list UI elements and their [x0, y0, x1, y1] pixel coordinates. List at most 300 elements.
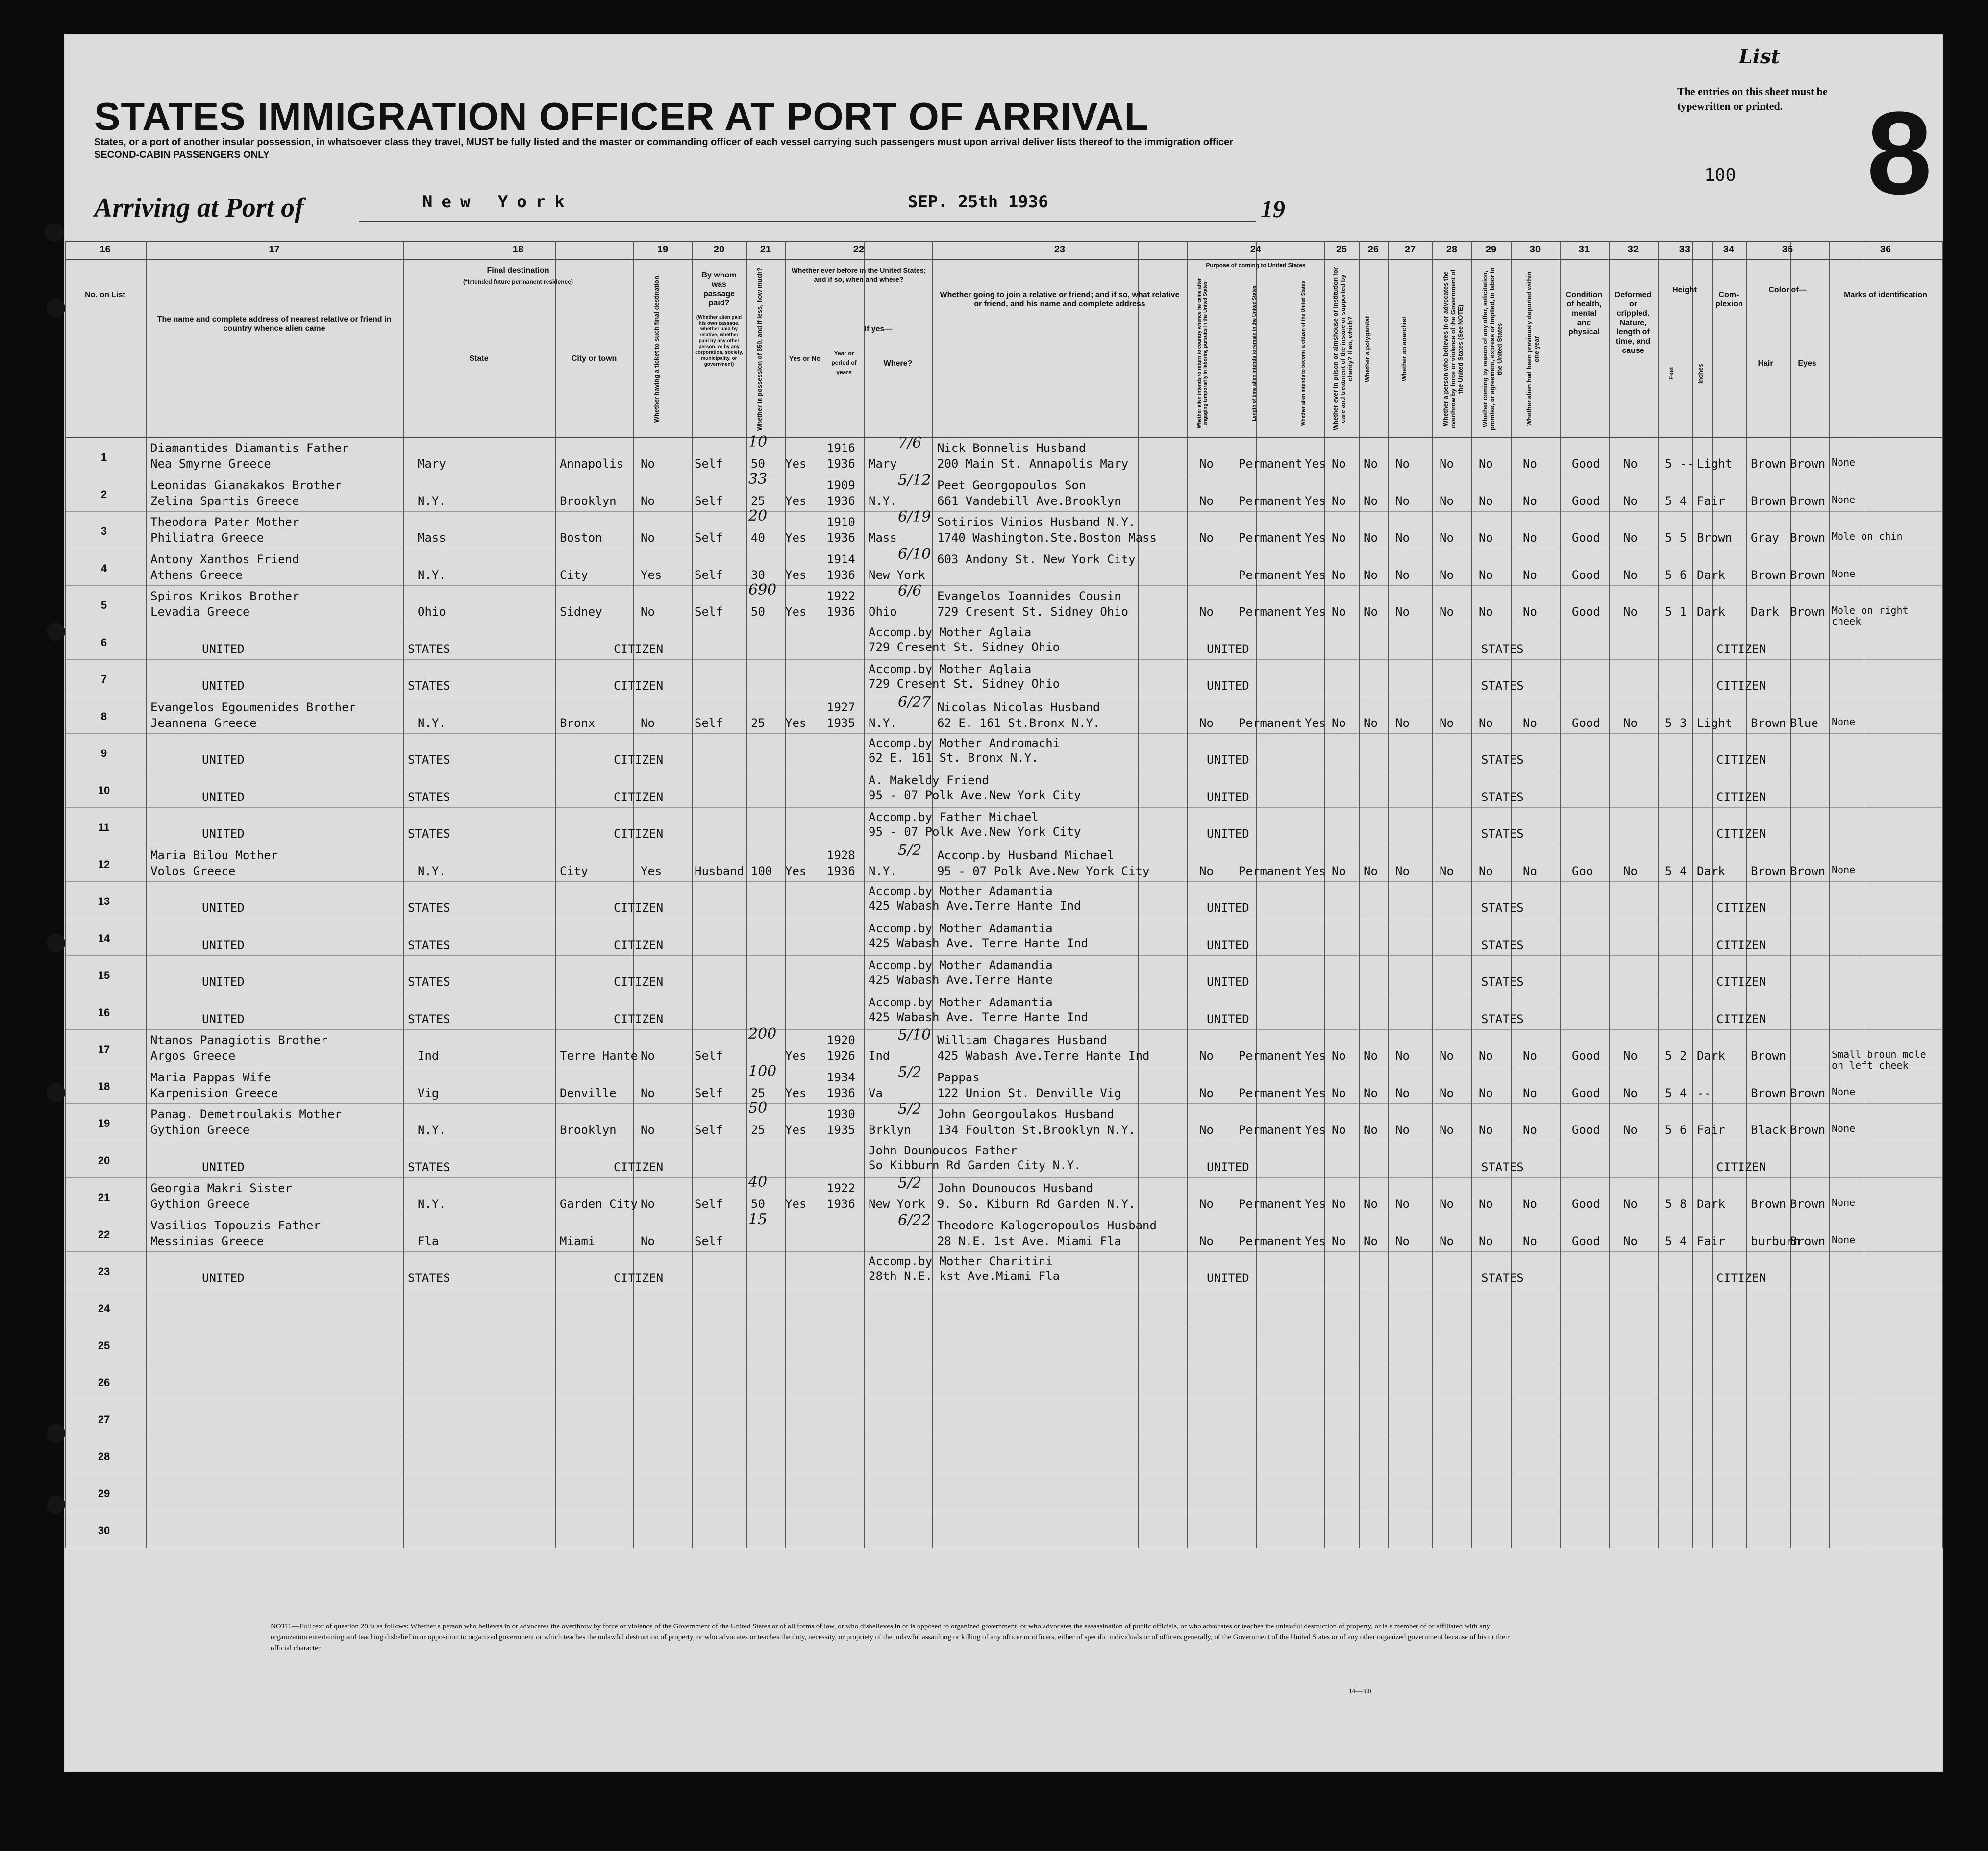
- row-number: 22: [98, 1228, 110, 1241]
- purpose-length: Permanent: [1239, 494, 1303, 508]
- column-header-color: Color of—: [1768, 286, 1807, 294]
- relative-name: Leonidas Gianakakos Brother: [150, 478, 342, 492]
- height-inches: 4: [1680, 1086, 1687, 1100]
- height-feet: 5: [1665, 1234, 1672, 1248]
- column-rule: [1746, 241, 1747, 1548]
- eye-color: Brown: [1790, 531, 1826, 545]
- year-first: 1934: [827, 1070, 855, 1084]
- relative-address: Levadia Greece: [150, 605, 250, 619]
- row-rule: [65, 1103, 1942, 1104]
- money: 25: [751, 1086, 765, 1100]
- destination-state: Vig: [418, 1086, 439, 1100]
- passage-paid-by: Self: [695, 568, 723, 582]
- column-rule: [1560, 241, 1561, 1548]
- identification-marks: None: [1832, 1197, 1856, 1208]
- arrival-port: New York: [422, 192, 573, 212]
- column-number: 23: [1054, 244, 1066, 255]
- row-number: 6: [100, 636, 107, 649]
- join-line-1: Accomp.by Mother Adamantia: [869, 995, 1053, 1009]
- column-header: Whether ever in prison or almshouse or institution for care and treatment of the insane or supported by charity? If so, which?: [1332, 267, 1354, 431]
- deported: No: [1523, 1234, 1537, 1248]
- passage-paid-by: Self: [695, 605, 723, 619]
- row-number: 16: [98, 1006, 110, 1019]
- year-last: 1936: [827, 605, 855, 619]
- where-handwritten: 6/22: [898, 1211, 931, 1229]
- join-line-1: Accomp.by Mother Adamantia: [869, 884, 1053, 898]
- prison: No: [1332, 568, 1346, 582]
- eye-color: Brown: [1790, 864, 1826, 878]
- citizen-states: STATES: [1481, 938, 1524, 952]
- height-feet: 5: [1665, 716, 1672, 730]
- citizen-united: UNITED: [1207, 938, 1249, 952]
- row-number: 24: [98, 1302, 110, 1315]
- destination-city: Brooklyn: [560, 1123, 617, 1137]
- where: N.Y.: [869, 494, 897, 508]
- citizen-states: STATES: [408, 1271, 450, 1285]
- polygamist: No: [1364, 568, 1378, 582]
- row-number: 8: [100, 710, 107, 723]
- citizen-united: UNITED: [1207, 1160, 1249, 1174]
- citizen-states: STATES: [408, 975, 450, 989]
- health: Good: [1572, 716, 1600, 730]
- column-number: 35: [1782, 244, 1793, 255]
- citizen-united: UNITED: [202, 901, 245, 915]
- year-last: 1936: [827, 531, 855, 545]
- join-line-2: 95 - 07 Polk Ave.New York City: [937, 864, 1150, 878]
- been-before: Yes: [785, 457, 807, 471]
- citizen-states: STATES: [408, 679, 450, 693]
- purpose-citizen: Yes: [1305, 457, 1326, 471]
- citizen-citizen: CITIZEN: [614, 827, 664, 841]
- height-feet: 5: [1665, 605, 1672, 619]
- passage-paid-by: Self: [695, 494, 723, 508]
- been-before: Yes: [785, 494, 807, 508]
- join-line-2: 1740 Washington.Ste.Boston Mass: [937, 531, 1157, 545]
- year-prefix: 19: [1261, 195, 1285, 223]
- year-last: 1926: [827, 1049, 855, 1063]
- citizen-states: STATES: [1481, 1271, 1524, 1285]
- row-rule: [65, 733, 1942, 734]
- citizen-citizen: CITIZEN: [614, 1160, 664, 1174]
- identification-marks: None: [1832, 715, 1856, 727]
- identification-marks: None: [1832, 493, 1856, 505]
- ticket: No: [641, 1234, 655, 1248]
- column-header-yesno: Yes or No: [789, 354, 821, 362]
- column-number: 26: [1367, 244, 1379, 255]
- passage-paid-by: Self: [695, 1086, 723, 1100]
- destination-city: Brooklyn: [560, 494, 617, 508]
- where-handwritten: 6/27: [898, 693, 931, 711]
- deformed: No: [1623, 1123, 1638, 1137]
- citizen-citizen: CITIZEN: [1716, 975, 1766, 989]
- join-line-1: Evangelos Ioannides Cousin: [937, 589, 1121, 603]
- hair-color: Brown: [1751, 716, 1787, 730]
- complexion: Dark: [1697, 864, 1725, 878]
- identification-marks: None: [1832, 1123, 1856, 1134]
- destination-city: Denville: [560, 1086, 617, 1100]
- row-rule: [65, 1251, 1942, 1252]
- height-feet: 5: [1665, 494, 1672, 508]
- purpose-return: No: [1199, 457, 1214, 471]
- column-rule: [1388, 241, 1389, 1548]
- destination-city: Boston: [560, 531, 602, 545]
- labor-offer: No: [1479, 605, 1493, 619]
- year-first: 1910: [827, 515, 855, 529]
- column-rule: [1511, 241, 1512, 1548]
- join-line-2: So Kibburn Rd Garden City N.Y.: [869, 1158, 1081, 1172]
- citizen-states: STATES: [408, 827, 450, 841]
- column-rule: [1187, 241, 1188, 1548]
- column-header-before: Whether ever before in the United States; and if so, when and where?: [791, 266, 926, 283]
- citizen-states: STATES: [408, 753, 450, 767]
- citizen-states: STATES: [1481, 975, 1524, 989]
- row-number: 2: [100, 488, 107, 500]
- column-rule: [1359, 241, 1360, 1548]
- year-first: 1909: [827, 478, 855, 492]
- citizen-citizen: CITIZEN: [1716, 901, 1766, 915]
- polygamist: No: [1364, 1049, 1378, 1063]
- health: Good: [1572, 1049, 1600, 1063]
- year-last: 1935: [827, 716, 855, 730]
- eye-color: Brown: [1790, 457, 1826, 471]
- passage-paid-by: Self: [695, 1197, 723, 1211]
- eye-color: Brown: [1790, 1086, 1826, 1100]
- hair-color: Brown: [1751, 1197, 1787, 1211]
- money-handwritten: 50: [748, 1100, 768, 1117]
- money: 50: [751, 1197, 765, 1211]
- citizen-states: STATES: [408, 901, 450, 915]
- ticket: No: [641, 494, 655, 508]
- column-rule: [1138, 241, 1139, 1548]
- anarchist: No: [1395, 1049, 1410, 1063]
- citizen-states: STATES: [408, 790, 450, 804]
- been-before: Yes: [785, 531, 807, 545]
- list-number: 100: [1704, 165, 1736, 185]
- join-line-2: 661 Vandebill Ave.Brooklyn: [937, 494, 1121, 508]
- purpose-citizen: Yes: [1305, 864, 1326, 878]
- row-number: 15: [98, 969, 110, 981]
- citizen-states: STATES: [1481, 642, 1524, 656]
- column-rule: [1692, 241, 1693, 1548]
- deported: No: [1523, 716, 1537, 730]
- where-handwritten: 5/2: [898, 1101, 922, 1118]
- row-number: 19: [98, 1117, 110, 1129]
- polygamist: No: [1364, 1086, 1378, 1100]
- join-line-2: 62 E. 161 St.Bronx N.Y.: [937, 716, 1100, 730]
- join-line-2: 425 Wabash Ave.Terre Hante Ind: [869, 899, 1081, 913]
- money: 100: [751, 864, 772, 878]
- where: N.Y.: [869, 716, 897, 730]
- hair-color: Brown: [1751, 568, 1787, 582]
- height-inches: 2: [1680, 1049, 1687, 1063]
- column-rule: [1609, 241, 1610, 1548]
- join-line-1: Accomp.by Mother Andromachi: [869, 736, 1060, 750]
- purpose-return: No: [1199, 1234, 1214, 1248]
- purpose-length: Permanent: [1239, 531, 1303, 545]
- binder-hole: [47, 1424, 65, 1443]
- deformed: No: [1623, 457, 1638, 471]
- money-handwritten: 20: [748, 507, 768, 525]
- citizen-united: UNITED: [202, 1160, 245, 1174]
- year-first: 1914: [827, 552, 855, 566]
- labor-offer: No: [1479, 1086, 1493, 1100]
- relative-address: Argos Greece: [150, 1049, 236, 1063]
- column-number: 31: [1578, 244, 1590, 255]
- citizen-citizen: CITIZEN: [614, 679, 664, 693]
- anarchist: No: [1395, 605, 1410, 619]
- binder-hole: [45, 223, 64, 242]
- date-underline: [898, 221, 1256, 222]
- row-number: 11: [98, 821, 110, 833]
- relative-address: Volos Greece: [150, 864, 236, 878]
- header-subtitle: States, or a port of another insular possession, in whatsoever class they travel, MUST be fully listed and the master or commanding officer of each vessel carrying such passengers must upon arrival deliver lists thereof to the immigration officer: [94, 137, 1233, 148]
- purpose-citizen: Yes: [1305, 568, 1326, 582]
- citizen-united: UNITED: [202, 753, 245, 767]
- citizen-united: UNITED: [1207, 975, 1249, 989]
- join-line-1: Accomp.by Mother Charitini: [869, 1254, 1053, 1268]
- column-header: Whether in possession of $50, and if less, how much?: [756, 267, 763, 431]
- height-inches: --: [1680, 457, 1694, 471]
- deformed: No: [1623, 1197, 1638, 1211]
- where-handwritten: 6/6: [898, 582, 922, 600]
- manifest-sheet: [64, 34, 1943, 1772]
- purpose-length: Permanent: [1239, 457, 1303, 471]
- height-feet: 5: [1665, 1049, 1672, 1063]
- column-rule: [403, 241, 404, 1548]
- column-rule: [1829, 241, 1830, 1548]
- column-number: 16: [99, 244, 111, 255]
- citizen-states: STATES: [1481, 679, 1524, 693]
- citizen-united: UNITED: [202, 679, 245, 693]
- citizen-citizen: CITIZEN: [614, 1012, 664, 1026]
- join-line-1: Accomp.by Husband Michael: [937, 848, 1115, 862]
- height-inches: 6: [1680, 1123, 1687, 1137]
- relative-name: Diamantides Diamantis Father: [150, 441, 349, 455]
- relative-name: Vasilios Topouzis Father: [150, 1218, 321, 1232]
- column-header-destination: Final destination: [487, 266, 549, 275]
- citizen-citizen: CITIZEN: [1716, 790, 1766, 804]
- entries-note: The entries on this sheet must be typewritten or printed.: [1677, 85, 1828, 112]
- column-header-ifyes: If yes—: [864, 325, 893, 333]
- deported: No: [1523, 1049, 1537, 1063]
- destination-state: Mary: [418, 457, 446, 471]
- where-handwritten: 5/12: [898, 471, 931, 489]
- hair-color: Brown: [1751, 1049, 1787, 1063]
- join-line-1: John Dounoucos Husband: [937, 1181, 1093, 1195]
- money-handwritten: 10: [748, 433, 768, 450]
- polygamist: No: [1364, 605, 1378, 619]
- join-line-1: Theodore Kalogeropoulos Husband: [937, 1218, 1157, 1232]
- column-rule: [1471, 241, 1472, 1548]
- prison: No: [1332, 716, 1346, 730]
- where: Va: [869, 1086, 883, 1100]
- row-rule: [65, 955, 1942, 956]
- labor-offer: No: [1479, 1197, 1493, 1211]
- column-subheader: (Whether alien paid his own passage, whether paid by relative, whether paid by any other person, or by any corporation, society, municipality, or government): [695, 315, 743, 367]
- column-number: 20: [713, 244, 725, 255]
- form-number: 14—480: [1349, 1687, 1371, 1695]
- been-before: Yes: [785, 716, 807, 730]
- citizen-united: UNITED: [1207, 1012, 1249, 1026]
- year-first: 1920: [827, 1033, 855, 1047]
- column-header: Com-plexion: [1715, 291, 1743, 308]
- been-before: Yes: [785, 864, 807, 878]
- join-line-2: 28 N.E. 1st Ave. Miami Fla: [937, 1234, 1121, 1248]
- overthrow: No: [1440, 864, 1454, 878]
- join-line-2: 122 Union St. Denville Vig: [937, 1086, 1121, 1100]
- column-number: 29: [1485, 244, 1497, 255]
- row-number: 17: [98, 1043, 110, 1055]
- purpose-length: Permanent: [1239, 716, 1303, 730]
- column-header: By whom was passage paid?: [701, 271, 737, 307]
- polygamist: No: [1364, 864, 1378, 878]
- join-line-2: 425 Wabash Ave.Terre Hante Ind: [937, 1049, 1150, 1063]
- eye-color: Brown: [1790, 605, 1826, 619]
- identification-marks: None: [1832, 1233, 1856, 1246]
- column-header: Whether an anarchist: [1400, 316, 1408, 382]
- polygamist: No: [1364, 716, 1378, 730]
- health: Good: [1572, 457, 1600, 471]
- row-number: 29: [98, 1487, 110, 1500]
- anarchist: No: [1395, 1234, 1410, 1248]
- column-number: 22: [853, 244, 865, 255]
- column-rule: [633, 241, 634, 1548]
- row-number: 1: [100, 451, 107, 463]
- citizen-states: STATES: [1481, 1012, 1524, 1026]
- height-inches: 6: [1680, 568, 1687, 582]
- citizen-citizen: CITIZEN: [614, 975, 664, 989]
- relative-address: Philiatra Greece: [150, 531, 264, 545]
- identification-marks: Mole on right cheek: [1832, 604, 1909, 627]
- passage-paid-by: Self: [695, 1234, 723, 1248]
- join-line-1: Nicolas Nicolas Husband: [937, 700, 1100, 714]
- prison: No: [1332, 531, 1346, 545]
- ticket: No: [641, 531, 655, 545]
- complexion: Fair: [1697, 494, 1725, 508]
- ticket: No: [641, 716, 655, 730]
- citizen-states: STATES: [408, 938, 450, 952]
- complexion: Dark: [1697, 605, 1725, 619]
- join-line-1: 603 Andony St. New York City: [937, 552, 1136, 566]
- relative-name: Georgia Makri Sister: [150, 1181, 292, 1195]
- deported: No: [1523, 1086, 1537, 1100]
- health: Good: [1572, 531, 1600, 545]
- column-header-purpose-b: Length of time alien intends to remain in the United States: [1252, 285, 1257, 422]
- destination-city: Garden City: [560, 1197, 638, 1211]
- join-line-2: 729 Cresent St. Sidney Ohio: [869, 677, 1060, 691]
- join-line-1: Accomp.by Mother Aglaia: [869, 662, 1032, 676]
- passage-paid-by: Self: [695, 1123, 723, 1137]
- eye-color: Brown: [1790, 494, 1826, 508]
- column-header: The name and complete address of nearest relative or friend in country whence alien came: [157, 315, 392, 333]
- polygamist: No: [1364, 1197, 1378, 1211]
- where: Ohio: [869, 605, 897, 619]
- year-last: 1936: [827, 457, 855, 471]
- passage-paid-by: Self: [695, 531, 723, 545]
- hair-color: Brown: [1751, 494, 1787, 508]
- overthrow: No: [1440, 1197, 1454, 1211]
- header-num-rule: [65, 259, 1942, 260]
- row-number: 12: [98, 858, 110, 871]
- row-number: 28: [98, 1450, 110, 1463]
- ticket: No: [641, 457, 655, 471]
- complexion: Dark: [1697, 1197, 1725, 1211]
- anarchist: No: [1395, 531, 1410, 545]
- row-rule: [65, 1029, 1942, 1030]
- height-feet: 5: [1665, 1086, 1672, 1100]
- polygamist: No: [1364, 494, 1378, 508]
- height-feet: 5: [1665, 864, 1672, 878]
- year-last: 1936: [827, 1197, 855, 1211]
- deformed: No: [1623, 716, 1638, 730]
- column-number: 24: [1250, 244, 1262, 255]
- join-line-1: Pappas: [937, 1070, 980, 1084]
- row-number: 3: [100, 525, 107, 537]
- citizen-united: UNITED: [202, 790, 245, 804]
- complexion: Fair: [1697, 1123, 1725, 1137]
- citizen-citizen: CITIZEN: [1716, 1012, 1766, 1026]
- passage-paid-by: Husband: [695, 864, 745, 878]
- destination-state: N.Y.: [418, 864, 446, 878]
- deformed: No: [1623, 1086, 1638, 1100]
- year-last: 1936: [827, 864, 855, 878]
- row-number: 25: [98, 1339, 110, 1351]
- purpose-return: No: [1199, 531, 1214, 545]
- money: 50: [751, 605, 765, 619]
- prison: No: [1332, 864, 1346, 878]
- column-header: No. on List: [85, 291, 125, 299]
- citizen-citizen: CITIZEN: [1716, 679, 1766, 693]
- citizen-states: STATES: [408, 642, 450, 656]
- polygamist: No: [1364, 457, 1378, 471]
- join-line-2: 134 Foulton St.Brooklyn N.Y.: [937, 1123, 1136, 1137]
- purpose-length: Permanent: [1239, 864, 1303, 878]
- row-rule: [65, 511, 1942, 512]
- purpose-citizen: Yes: [1305, 1234, 1326, 1248]
- complexion: Dark: [1697, 568, 1725, 582]
- join-line-1: Sotirios Vinios Husband N.Y.: [937, 515, 1136, 529]
- where-handwritten: 6/10: [898, 545, 931, 563]
- labor-offer: No: [1479, 716, 1493, 730]
- join-line-2: 95 - 07 Polk Ave.New York City: [869, 788, 1081, 802]
- been-before: Yes: [785, 605, 807, 619]
- complexion: Light: [1697, 716, 1733, 730]
- eye-color: Brown: [1790, 1197, 1826, 1211]
- relative-address: Jeannena Greece: [150, 716, 257, 730]
- where: Ind: [869, 1049, 890, 1063]
- citizen-citizen: CITIZEN: [1716, 827, 1766, 841]
- arrival-date: SEP. 25th 1936: [908, 192, 1048, 212]
- year-last: 1935: [827, 1123, 855, 1137]
- been-before: Yes: [785, 1197, 807, 1211]
- join-line-1: William Chagares Husband: [937, 1033, 1107, 1047]
- join-line-2: 9. So. Kiburn Rd Garden N.Y.: [937, 1197, 1136, 1211]
- join-line-2: 729 Cresent St. Sidney Ohio: [937, 605, 1129, 619]
- ticket: No: [641, 1123, 655, 1137]
- eye-color: Brown: [1790, 1123, 1826, 1137]
- anarchist: No: [1395, 1086, 1410, 1100]
- join-line-2: 425 Wabash Ave.Terre Hante: [869, 973, 1053, 987]
- eye-color: Brown: [1790, 568, 1826, 582]
- column-number: 18: [512, 244, 524, 255]
- destination-city: Sidney: [560, 605, 602, 619]
- join-line-2: 729 Cresent St. Sidney Ohio: [869, 640, 1060, 654]
- identification-marks: None: [1832, 863, 1856, 875]
- deformed: No: [1623, 1234, 1638, 1248]
- ticket: Yes: [641, 864, 662, 878]
- row-rule: [65, 585, 1942, 586]
- join-line-2: 95 - 07 Polk Ave.New York City: [869, 825, 1081, 839]
